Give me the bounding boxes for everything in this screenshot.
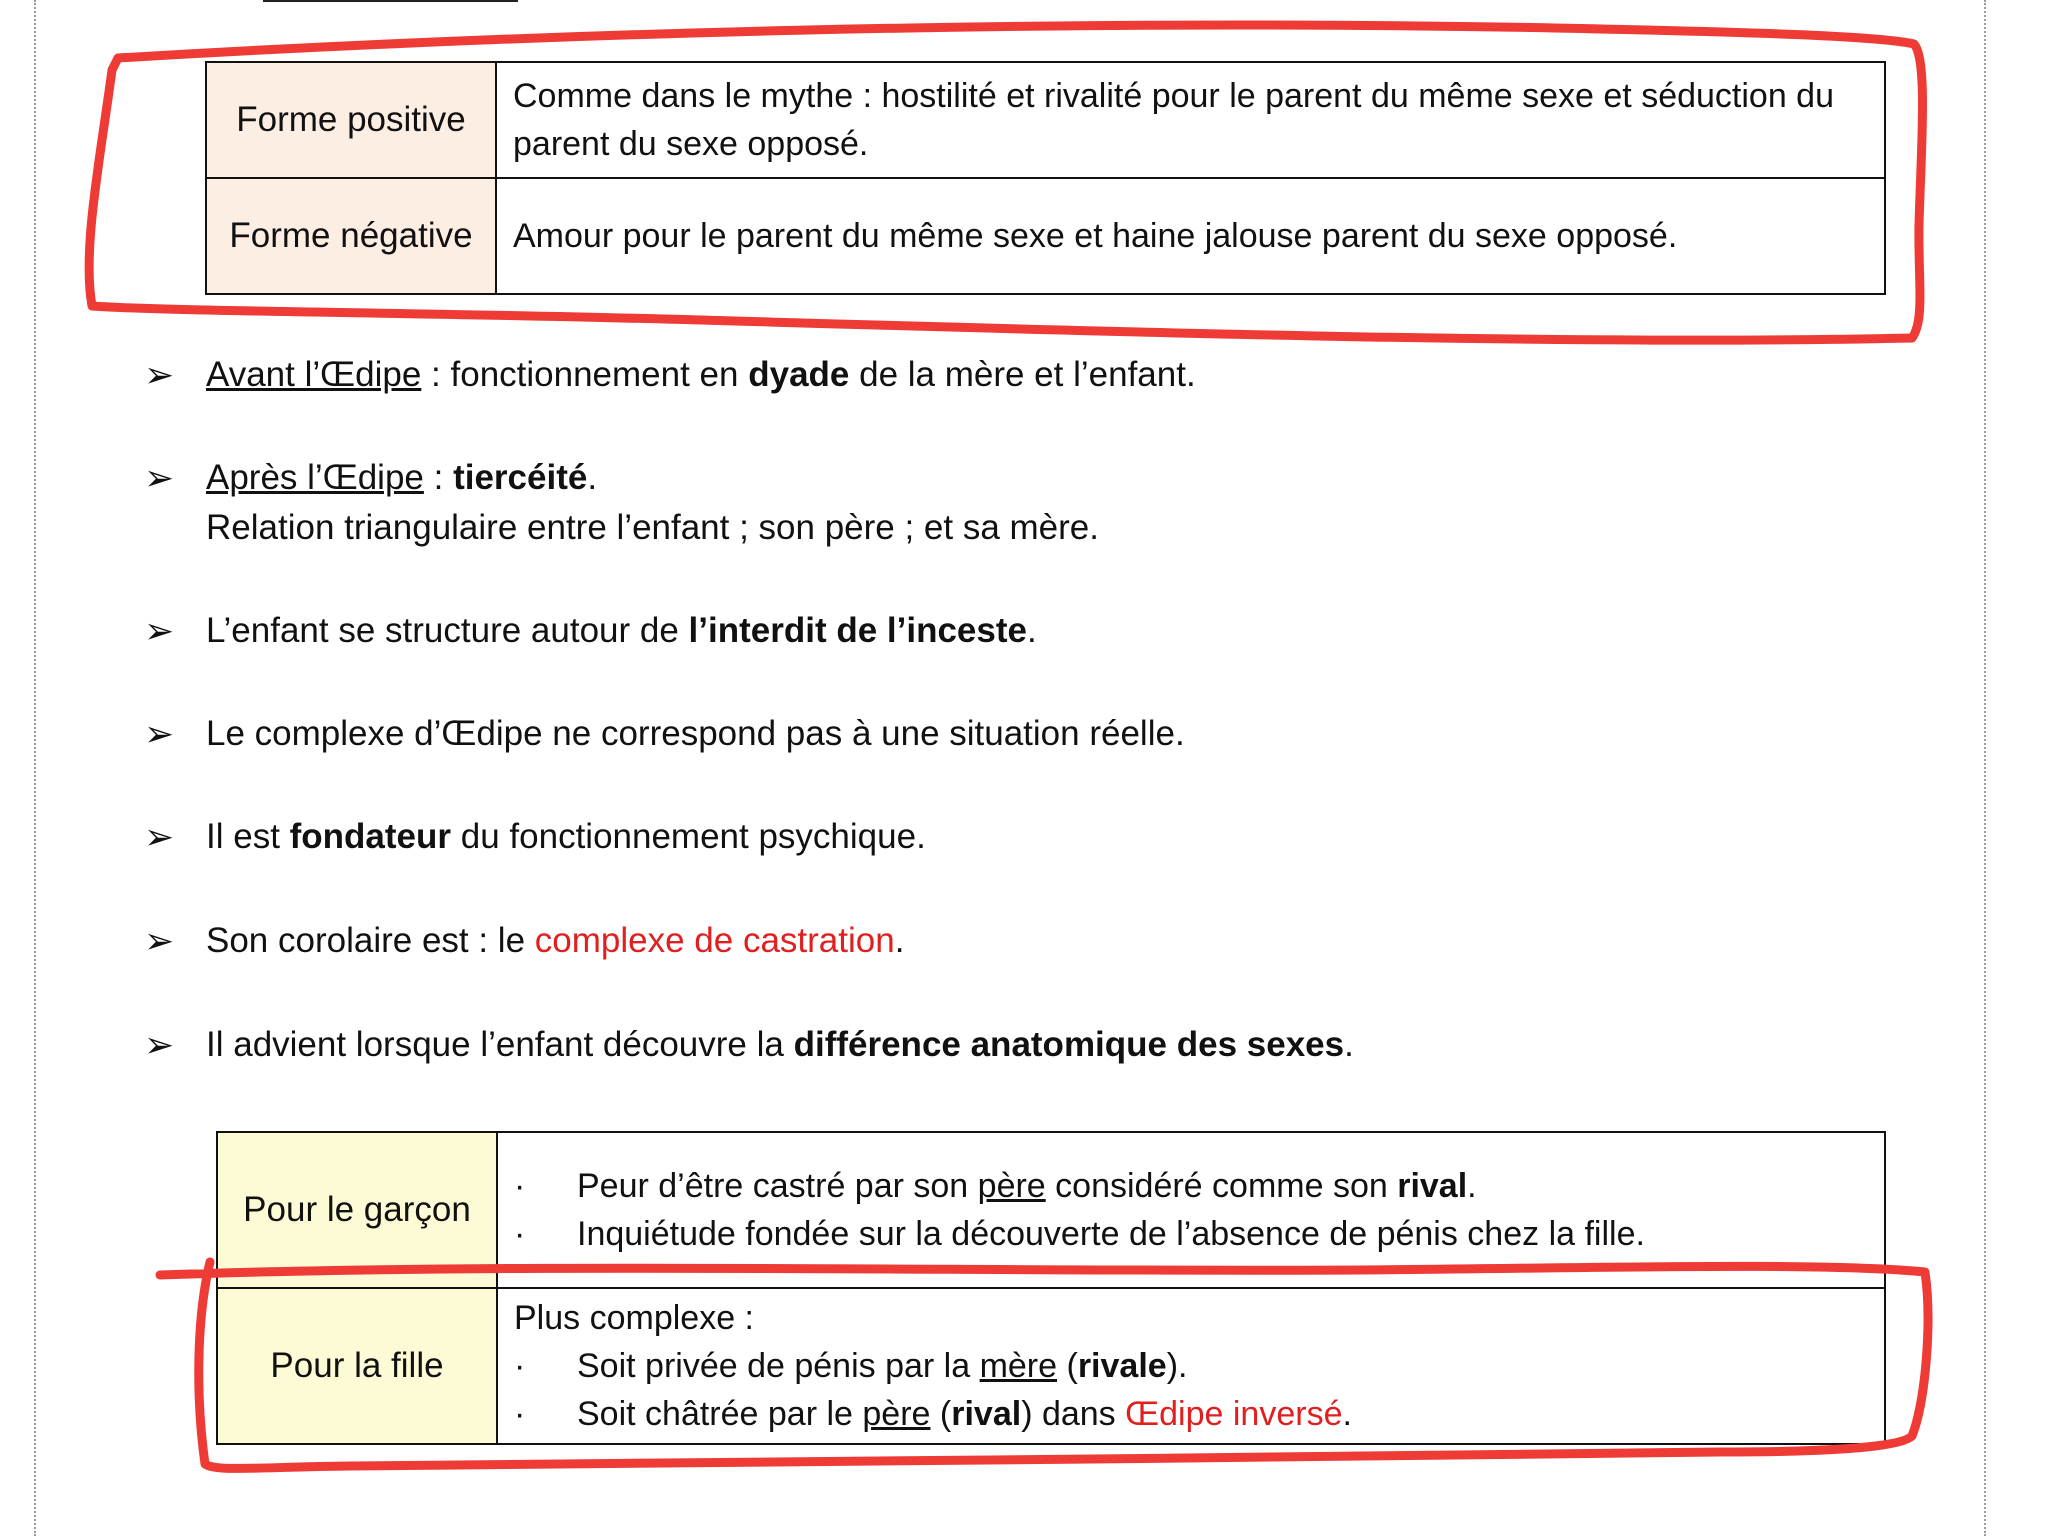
dot-bullet-icon: · <box>514 1215 526 1253</box>
bullet-text: Son corolaire est : le <box>206 921 535 960</box>
bullet-text: : <box>423 458 454 497</box>
bullet-text: L’enfant se structure autour de <box>206 611 689 650</box>
bullet-underlined: Après l’Œdipe <box>206 458 424 497</box>
row-text-girl <box>497 1288 1885 1444</box>
row-label-negative: Forme négative <box>206 178 496 294</box>
bullet-second-line: Relation triangulaire entre l’enfant ; son père ; et sa mère. <box>206 508 1099 547</box>
castration-table <box>216 1131 1886 1445</box>
page-margin-left <box>34 0 36 1536</box>
bullet-bold: fondateur <box>289 817 452 856</box>
bullet-underlined: Avant l’Œdipe <box>206 355 422 394</box>
list-item: · Peur d’être castré par son père considéré comme son rival. <box>514 1162 1868 1210</box>
arrow-bullet-icon: ➢ <box>144 457 175 498</box>
list-item: · Inquiétude fondée sur la découverte de l’absence de pénis chez la fille. <box>514 1210 1868 1258</box>
bullet-bold: l’interdit de l’inceste <box>688 611 1027 650</box>
heading-underline-fragment <box>263 0 518 2</box>
bullet-text: . <box>587 458 598 497</box>
bullet-text: . <box>1026 611 1037 650</box>
arrow-bullet-icon: ➢ <box>144 920 175 961</box>
bullet-text: . <box>1344 1025 1354 1064</box>
bullet-text: Il est <box>206 817 290 856</box>
dot-bullet-icon: · <box>514 1167 526 1205</box>
row-text-boy <box>497 1132 1885 1288</box>
row-label-positive: Forme positive <box>206 62 496 178</box>
bullet-bold: différence anatomique des sexes <box>793 1025 1345 1064</box>
bullet-text: de la mère et l’enfant. <box>849 355 1196 394</box>
row-label-girl: Pour la fille <box>217 1288 497 1444</box>
bullet-red-text: complexe de castration <box>534 921 895 960</box>
girl-intro: Plus complexe : <box>514 1299 754 1337</box>
bullet-bold: tiercéité <box>453 458 588 497</box>
row-text-negative: Amour pour le parent du même sexe et haine jalouse parent du sexe opposé. <box>496 178 1885 294</box>
dot-bullet-icon: · <box>514 1347 526 1385</box>
bullet-text: : fonctionnement en <box>421 355 749 394</box>
row-text-positive: Comme dans le mythe : hostilité et rivalité pour le parent du même sexe et séduction du parent du sexe opposé. <box>496 62 1885 178</box>
bullet-text: . <box>894 921 905 960</box>
arrow-bullet-icon: ➢ <box>144 610 175 651</box>
list-item: · Soit châtrée par le père (rival) dans Œdipe inversé. <box>514 1390 1868 1438</box>
bullet-bold: dyade <box>748 355 850 394</box>
page-margin-right <box>1984 0 1986 1536</box>
arrow-bullet-icon: ➢ <box>144 1024 175 1065</box>
bullet-text: Il advient lorsque l’enfant découvre la <box>206 1025 794 1064</box>
table-row <box>217 1288 1885 1444</box>
bullet-text: du fonctionnement psychique. <box>451 817 926 856</box>
dot-bullet-icon: · <box>514 1395 526 1433</box>
table-row <box>206 178 1885 294</box>
arrow-bullet-icon: ➢ <box>144 713 175 754</box>
bullet-text: Le complexe d’Œdipe ne correspond pas à une situation réelle. <box>206 714 1185 753</box>
arrow-bullet-icon: ➢ <box>144 816 175 857</box>
oedipus-forms-table <box>205 61 1886 295</box>
table-row <box>217 1132 1885 1288</box>
table-row <box>206 62 1885 178</box>
row-label-boy: Pour le garçon <box>217 1132 497 1288</box>
list-item: · Soit privée de pénis par la mère (rivale). <box>514 1342 1868 1390</box>
arrow-bullet-icon: ➢ <box>144 354 175 395</box>
